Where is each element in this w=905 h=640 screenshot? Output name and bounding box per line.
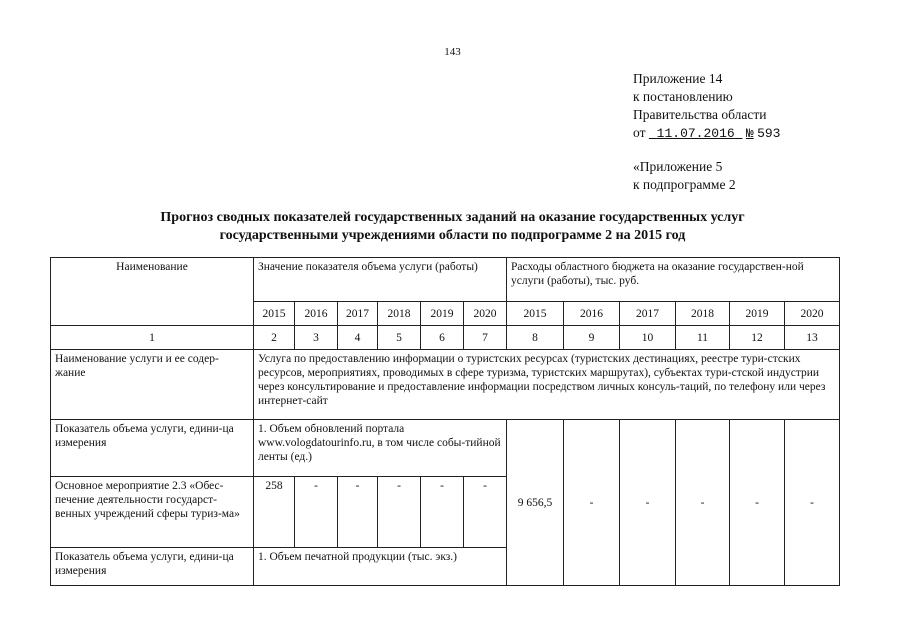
column-number: 10 [620,326,676,350]
expense-cell: - [620,420,676,586]
year-cell: 2020 [464,302,507,326]
inner-appendix-line-1: «Приложение 5 [633,159,723,174]
year-cell: 2015 [507,302,564,326]
expense-cell: - [730,420,785,586]
year-cell: 2019 [730,302,785,326]
appendix-line-3: Правительства области [633,107,767,122]
column-number: 13 [785,326,840,350]
column-number: 1 [51,326,254,350]
document-title [0,209,905,245]
decree-date: 11.07.2016 [656,126,735,141]
measure-value: - [464,477,507,548]
column-number: 2 [254,326,295,350]
inner-appendix-block [633,158,736,194]
measure-value: - [421,477,464,548]
forecast-table [50,257,840,586]
year-cell: 2016 [295,302,338,326]
expense-cell: - [785,420,840,586]
measure-value: - [378,477,421,548]
expense-cell: 9 656,5 [507,420,564,586]
measure-value: - [338,477,378,548]
column-number: 3 [295,326,338,350]
column-number: 8 [507,326,564,350]
service-name-label: Наименование услуги и ее содер-жание [51,350,254,420]
indicator-1-label: Показатель объема услуги, едини-ца измерения [51,420,254,477]
year-cell: 2019 [421,302,464,326]
expense-cell: - [564,420,620,586]
appendix-date-line [633,124,780,143]
column-number: 7 [464,326,507,350]
decree-number-sign: № [745,126,754,141]
year-cell: 2018 [378,302,421,326]
column-number: 11 [676,326,730,350]
measure-value: - [295,477,338,548]
title-line-2: государственными учреждениями области по подпрограмме 2 на 2015 год [219,228,686,243]
year-cell: 2016 [564,302,620,326]
column-number: 9 [564,326,620,350]
appendix-line-1: Приложение 14 [633,71,723,86]
header-values: Значение показателя объема услуги (работы) [254,258,507,302]
year-cell: 2017 [338,302,378,326]
service-description: Услуга по предоставлению информации о туристских ресурсах (туристских дестинациях, реестре тури-стских ресурсов, мероприятиях, проводимых в сфере туризма, туристских маршрутах), субъектах тури-стской индустрии через консультирование и предоставление информации посредством личных консуль-таций, по телефону или через интернет-сайт [254,350,840,420]
appendix-block [633,70,780,143]
inner-appendix-line-2: к подпрограмме 2 [633,177,736,192]
header-expenses: Расходы областного бюджета на оказание государствен-ной услуги (работы), тыс. руб. [507,258,840,302]
indicator-2-label: Показатель объема услуги, едини-ца измерения [51,548,254,586]
date-prefix: от [633,125,646,140]
column-number: 5 [378,326,421,350]
page-number: 143 [444,46,461,58]
column-number: 12 [730,326,785,350]
indicator-1-text: 1. Объем обновлений портала www.vologdatourinfo.ru, в том числе собы-тийной ленты (ед.) [254,420,507,477]
column-number: 4 [338,326,378,350]
year-cell: 2017 [620,302,676,326]
measure-value: 258 [254,477,295,548]
expense-cell: - [676,420,730,586]
year-cell: 2018 [676,302,730,326]
header-name: Наименование [51,258,254,326]
main-measure-label: Основное мероприятие 2.3 «Обес-печение деятельности государст-венных учреждений сферы туриз-ма» [51,477,254,548]
appendix-line-2: к постановлению [633,89,733,104]
decree-number: 593 [757,126,781,141]
title-line-1: Прогноз сводных показателей государственных заданий на оказание государственных услуг [160,210,745,225]
year-cell: 2015 [254,302,295,326]
year-cell: 2020 [785,302,840,326]
column-number: 6 [421,326,464,350]
indicator-2-text: 1. Объем печатной продукции (тыс. экз.) [254,548,507,586]
